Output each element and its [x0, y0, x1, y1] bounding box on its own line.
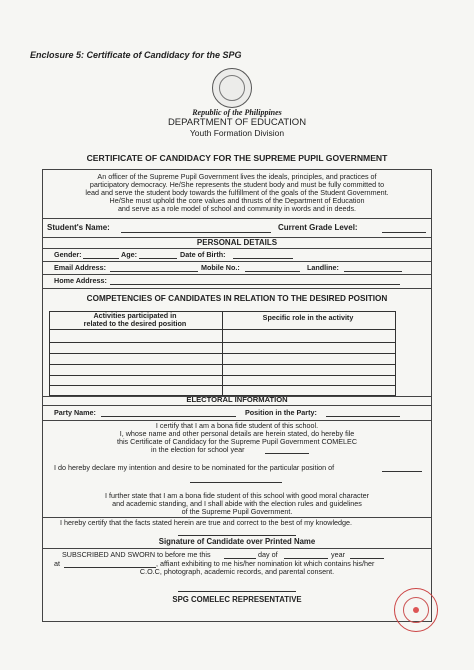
table-row[interactable] — [50, 342, 395, 343]
competencies-heading: COMPETENCIES OF CANDIDATES IN RELATION TO THE DESIRED POSITION — [86, 294, 388, 303]
sworn-text: , affiant exhibiting to me his/her nomination kit which contains his/her — [156, 559, 375, 568]
grade-level-field[interactable] — [382, 232, 426, 233]
mobile-field[interactable] — [245, 271, 300, 272]
stamp-seal-icon — [394, 588, 438, 632]
sworn-text: SUBSCRIBED AND SWORN to before me this — [62, 550, 211, 559]
division-heading: Youth Formation Division — [189, 128, 285, 138]
age-label: Age: — [121, 250, 137, 259]
home-address-field[interactable] — [110, 284, 400, 285]
table-row[interactable] — [50, 364, 395, 365]
divider — [42, 261, 432, 262]
landline-field[interactable] — [344, 271, 402, 272]
party-name-label: Party Name: — [54, 408, 96, 417]
certify-line: in the election for school year — [151, 445, 245, 454]
intro-line: and serve as a role model of school and community in words and in deeds. — [117, 204, 357, 213]
student-name-label: Student's Name: — [47, 223, 110, 232]
table-row[interactable] — [50, 375, 395, 376]
intro-line: An officer of the Supreme Pupil Government lives the ideals, principles, and practices of — [97, 172, 377, 181]
desired-position-field-continued[interactable] — [190, 482, 282, 483]
party-position-label: Position in the Party: — [245, 408, 317, 417]
sworn-text: day of — [258, 550, 278, 559]
divider — [42, 288, 432, 289]
certify-line: this Certificate of Candidacy for the Supreme Pupil Government COMELEC — [116, 437, 358, 446]
student-name-field[interactable] — [121, 232, 271, 233]
enclosure-label: Enclosure 5: Certificate of Candidacy for the SPG — [30, 50, 242, 60]
activities-header: Activities participated in — [93, 311, 177, 320]
date-of-birth-label: Date of Birth: — [180, 250, 226, 259]
sworn-text: year — [331, 550, 345, 559]
statement-line: I further state that I am a bona fide student of this school with good moral character — [104, 491, 370, 500]
divider — [42, 548, 432, 549]
divider — [42, 248, 432, 249]
activities-header: related to the desired position — [83, 319, 187, 328]
republic-heading: Republic of the Philippines — [192, 108, 282, 117]
divider — [42, 405, 432, 406]
statement-line: of the Supreme Pupil Government. — [181, 507, 293, 516]
date-of-birth-field[interactable] — [233, 258, 293, 259]
facts-certification: I hereby certify that the facts stated herein are true and correct to the best of my knowledge. — [60, 518, 353, 527]
grade-level-label: Current Grade Level: — [278, 223, 358, 232]
deped-seal-icon — [212, 68, 252, 108]
gender-label: Gender: — [54, 250, 82, 259]
department-heading: DEPARTMENT OF EDUCATION — [167, 117, 307, 128]
personal-details-heading: PERSONAL DETAILS — [196, 238, 278, 247]
certify-line: I certify that I am a bona fide student of this school. — [155, 421, 319, 430]
email-label: Email Address: — [54, 263, 107, 272]
home-address-label: Home Address: — [54, 276, 107, 285]
divider — [42, 218, 432, 219]
specific-role-header: Specific role in the activity — [262, 313, 354, 322]
declaration-line: I do hereby declare my intention and desire to be nominated for the particular position of — [54, 463, 335, 472]
sworn-text: at — [54, 559, 60, 568]
intro-line: He/She must uphold the core values and thrusts of the Department of Education — [109, 196, 365, 205]
sworn-text: C.O.C, photograph, academic records, and parental consent. — [139, 567, 335, 576]
document-title: CERTIFICATE OF CANDIDACY FOR THE SUPREME PUPIL GOVERNMENT — [86, 153, 388, 163]
certify-line: I, whose name and other personal details are herein stated, do hereby file — [119, 429, 355, 438]
intro-line: participatory democracy. He/She represents the student body and must be fully committed to — [89, 180, 385, 189]
party-position-field[interactable] — [326, 416, 400, 417]
email-field[interactable] — [110, 271, 198, 272]
statement-line: and academic standing, and I shall abide with the election rules and guidelines — [112, 499, 362, 508]
table-row[interactable] — [50, 353, 395, 354]
school-year-field[interactable] — [265, 453, 309, 454]
electoral-heading: ELECTORAL INFORMATION — [186, 395, 288, 404]
signature-label: Signature of Candidate over Printed Name — [158, 537, 316, 546]
table-row[interactable] — [50, 329, 395, 330]
party-name-field[interactable] — [101, 416, 236, 417]
intro-line: lead and serve the student body towards the fulfillment of the goals of the Student Government. — [85, 188, 389, 197]
desired-position-field[interactable] — [382, 471, 422, 472]
table-row[interactable] — [50, 385, 395, 386]
signature-field[interactable] — [178, 535, 296, 536]
gender-field[interactable] — [83, 258, 119, 259]
mobile-label: Mobile No.: — [201, 263, 240, 272]
age-field[interactable] — [139, 258, 177, 259]
divider — [42, 274, 432, 275]
representative-signature-field[interactable] — [178, 591, 296, 592]
landline-label: Landline: — [307, 263, 339, 272]
representative-label: SPG COMELEC REPRESENTATIVE — [172, 595, 302, 604]
